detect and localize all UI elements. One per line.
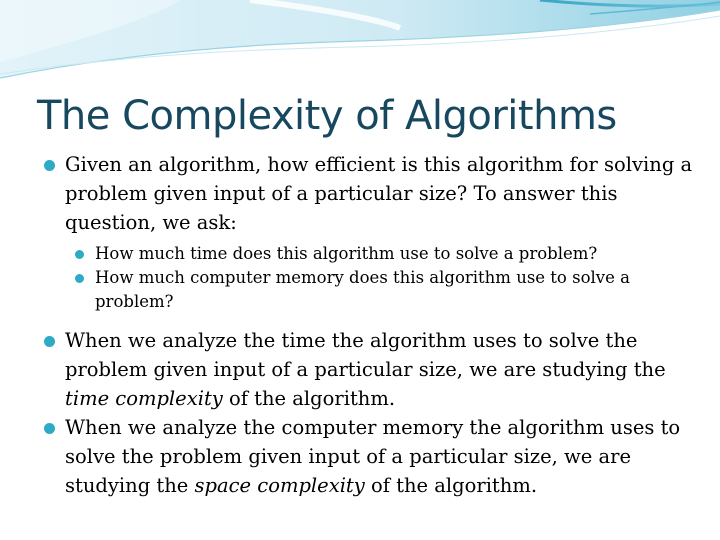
bullet-space-complexity bbox=[44, 413, 694, 500]
bullet-text: Given an algorithm, how efficient is this algorithm for solving a problem given input of a particular size? To answer this question, we ask: bbox=[65, 153, 693, 234]
bullet-text-after: of the algorithm. bbox=[364, 474, 538, 497]
bullet-text-after: of the algorithm. bbox=[222, 387, 396, 410]
sub-bullet-text: How much computer memory does this algorithm use to solve a problem? bbox=[95, 268, 630, 311]
sub-bullet-memory bbox=[74, 266, 694, 314]
bullet-icon bbox=[44, 423, 55, 434]
bullet-text-before: When we analyze the time the algorithm uses to solve the problem given input of a particular size, we are studying the bbox=[65, 329, 666, 381]
bullet-efficiency-question bbox=[44, 150, 694, 237]
sub-bullet-text: How much time does this algorithm use to solve a problem? bbox=[95, 244, 598, 263]
sub-bullet-time bbox=[74, 242, 694, 266]
term-time-complexity: time complexity bbox=[65, 387, 223, 410]
bullet-icon bbox=[75, 250, 84, 259]
bullet-icon bbox=[75, 274, 84, 283]
bullet-icon bbox=[44, 160, 55, 171]
bullet-time-complexity bbox=[44, 326, 694, 413]
bullet-text-before: When we analyze the computer memory the algorithm uses to solve the problem given input of a particular size, we are studying the bbox=[65, 416, 681, 497]
bullet-icon bbox=[44, 336, 55, 347]
sub-bullet-list bbox=[74, 242, 694, 314]
header-wave-decoration bbox=[0, 0, 720, 90]
slide-title: The Complexity of Algorithms bbox=[37, 93, 617, 139]
slide-body bbox=[44, 150, 694, 500]
term-space-complexity: space complexity bbox=[194, 474, 365, 497]
